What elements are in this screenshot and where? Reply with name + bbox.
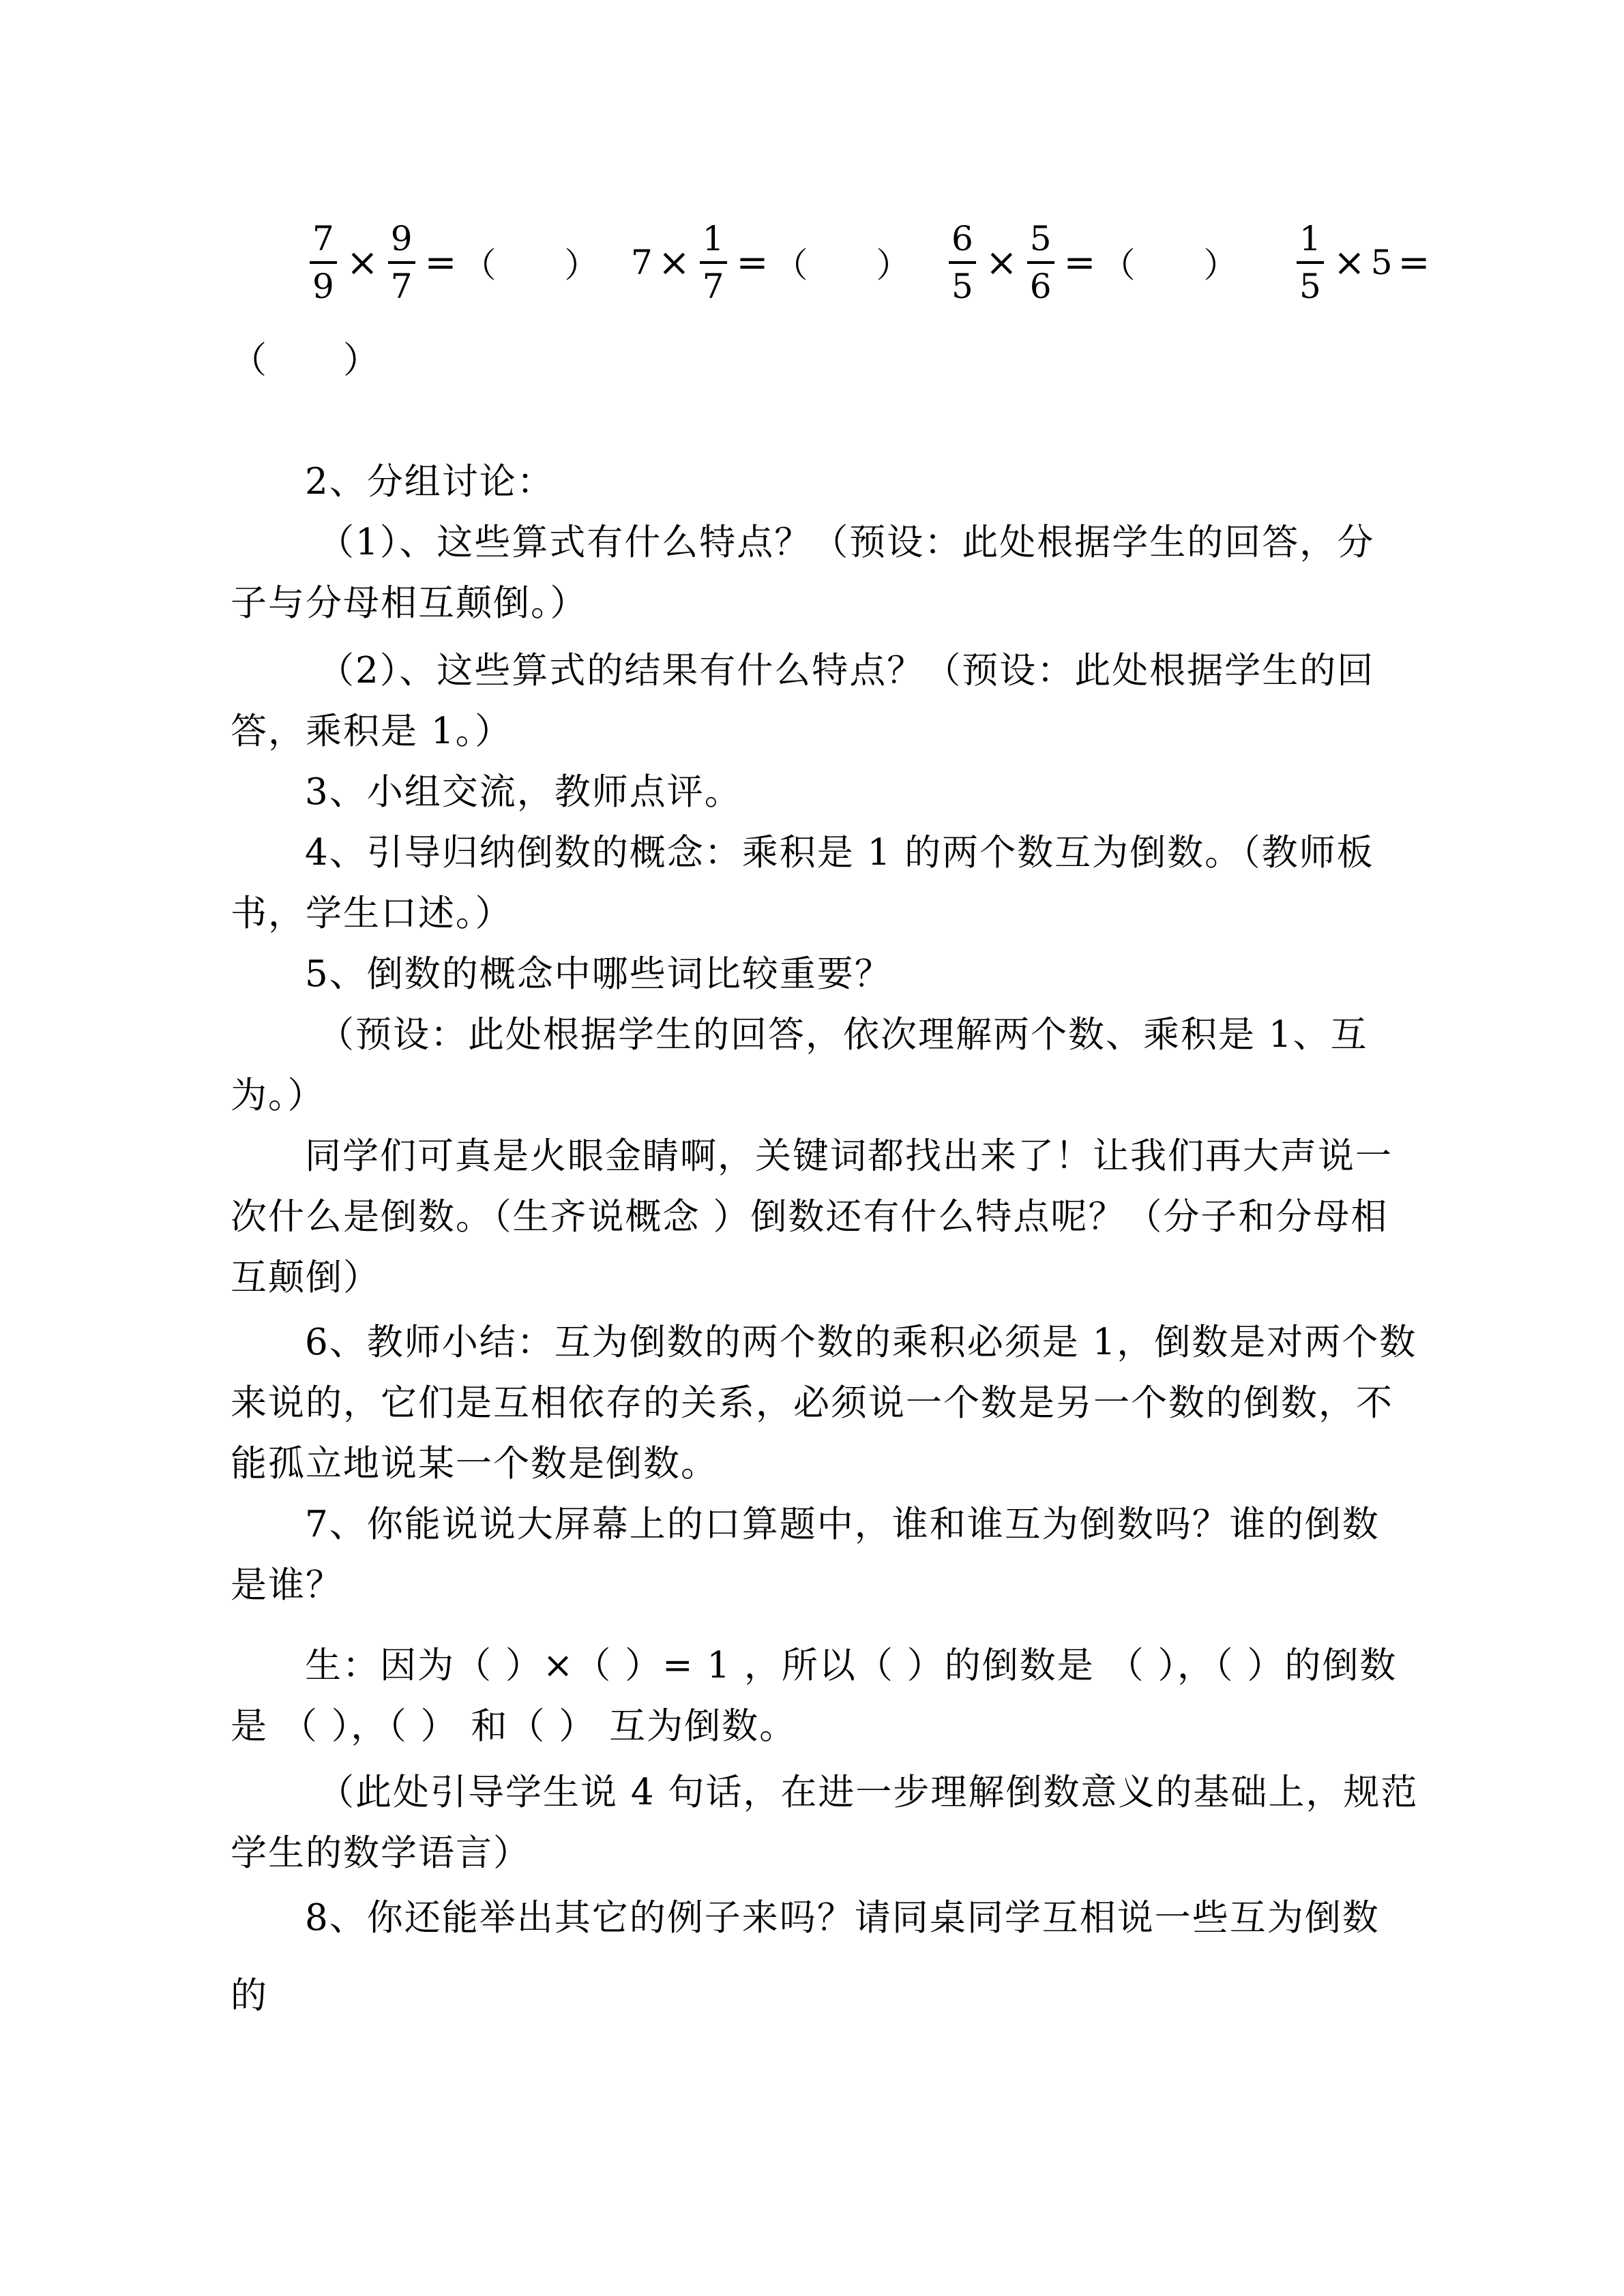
text-line: 2、分组讨论：: [305, 461, 555, 503]
text-line: 7、你能说说大屏幕上的口算题中，谁和谁互为倒数吗？谁的倒数: [305, 1504, 1380, 1545]
text-line: 4、引导归纳倒数的概念：乘积是 1 的两个数互为倒数。（教师板: [305, 832, 1374, 874]
text-line: 的: [231, 1975, 268, 2016]
formula-4: $\frac{1}{5}$ × 5 =: [1293, 215, 1435, 310]
text-line: 5、倒数的概念中哪些词比较重要？: [305, 953, 892, 995]
text-line: 学生的数学语言）: [231, 1832, 531, 1874]
text-line: 能孤立地说某一个数是倒数。: [231, 1443, 718, 1485]
text-line: 是谁？: [231, 1564, 343, 1606]
text-line: 同学们可真是火眼金睛啊，关键词都找出来了！让我们再大声说一: [305, 1135, 1393, 1177]
text-line: （预设：此处根据学生的回答，依次理解两个数、乘积是 1、互: [318, 1014, 1368, 1056]
text-line: 是 （ ），（ ） 和（ ） 互为倒数。: [231, 1705, 797, 1747]
formula-2: 7 × $\frac{1}{7}$ = （ ）: [631, 219, 911, 306]
fraction: $\frac{1}{5}$: [1297, 222, 1324, 303]
fraction: $\frac{5}{6}$: [1027, 222, 1054, 303]
fraction: $\frac{9}{7}$: [388, 222, 415, 303]
text-line: 6、教师小结：互为倒数的两个数的乘积必须是 1，倒数是对两个数: [305, 1322, 1417, 1363]
text-line: （此处引导学生说 4 句话，在进一步理解倒数意义的基础上，规范: [318, 1772, 1419, 1813]
text-line: 次什么是倒数。（生齐说概念 ）倒数还有什么特点呢？（分子和分母相: [231, 1196, 1389, 1238]
text-line: 答，乘积是 1。）: [231, 711, 513, 752]
text-line: （ ）: [231, 340, 381, 381]
text-line: 生：因为（ ）×（ ）= 1 ，所以（ ）的倒数是 （ ），（ ）的倒数: [305, 1645, 1398, 1686]
text-line: 书，学生口述。）: [231, 893, 513, 934]
formula-3: $\frac{6}{5}$ × $\frac{5}{6}$ = （ ）: [945, 215, 1237, 310]
text-line: 来说的，它们是互相依存的关系，必须说一个数是另一个数的倒数，不: [231, 1382, 1393, 1424]
text-line: 互颠倒）: [231, 1257, 381, 1298]
text-line: 为。）: [231, 1075, 325, 1116]
text-line: （2）、这些算式的结果有什么特点？（预设：此处根据学生的回: [318, 650, 1375, 691]
text-line: 8、你还能举出其它的例子来吗？请同桌同学互相说一些互为倒数: [305, 1897, 1380, 1939]
text-line: 子与分母相互颠倒。）: [231, 582, 588, 624]
fraction: $\frac{6}{5}$: [949, 222, 976, 303]
text-line: 3、小组交流，教师点评。: [305, 771, 742, 813]
text-line: （1）、这些算式有什么特点？（预设：此处根据学生的回答，分: [318, 522, 1375, 563]
fraction: $\frac{1}{7}$: [700, 222, 727, 303]
fraction: $\frac{7}{9}$: [310, 222, 337, 303]
formula-1: $\frac{7}{9}$ × $\frac{9}{7}$ = （ ）: [306, 215, 598, 310]
